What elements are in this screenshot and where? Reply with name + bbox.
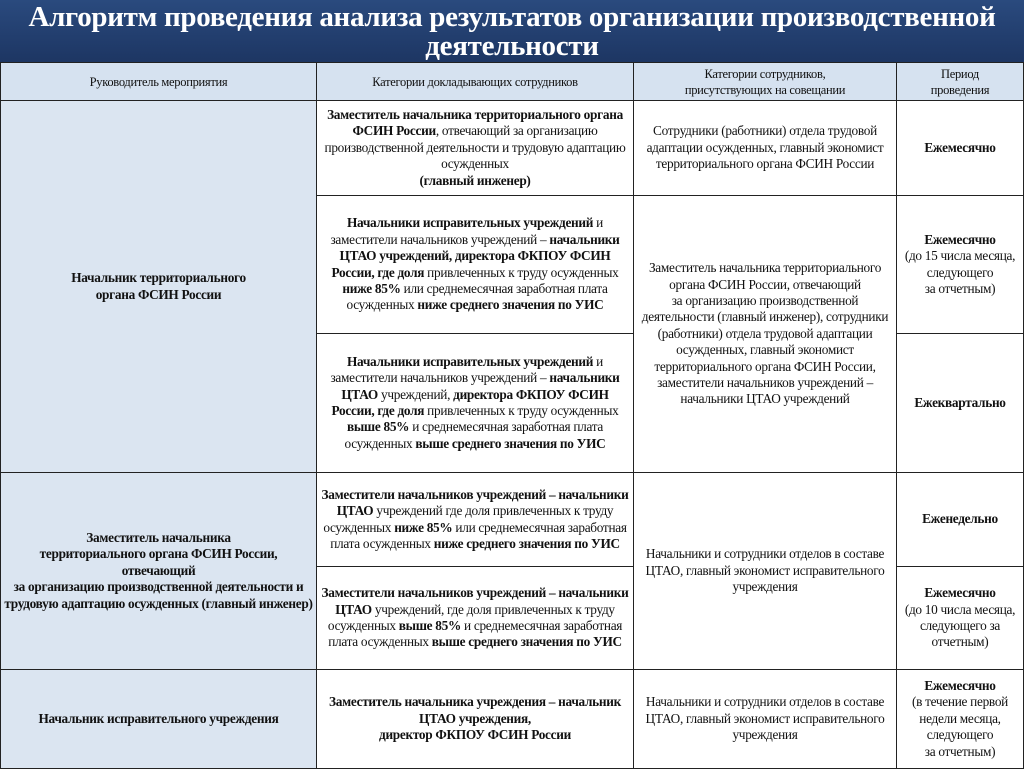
header-period: Период проведения — [896, 62, 1024, 101]
cell-text — [637, 546, 893, 595]
bold-text: Ежемесячно — [924, 585, 996, 601]
cell-text — [39, 711, 279, 727]
header-attendees: Категории сотрудников, присутствующих на совещании — [633, 62, 897, 101]
cell-reporting — [316, 333, 634, 473]
bold-text: начальники ЦТАО — [341, 370, 620, 402]
bold-text: Заместители начальников учреждений – начальники ЦТАО — [321, 486, 629, 519]
bold-text: выше среднего значения по УИС — [415, 435, 606, 451]
cell-period — [896, 566, 1024, 670]
cell-period — [896, 333, 1024, 473]
bold-text: (главный инженер) — [419, 172, 531, 188]
text: Начальники и сотрудники отделов в составе ЦТАО, главный экономист исправительного учреждения — [645, 694, 885, 743]
bold-text: Ежемесячно — [924, 677, 996, 693]
cell-text — [900, 678, 1020, 760]
cell-reporting — [316, 100, 634, 196]
bold-text: Ежемесячно — [924, 231, 996, 247]
text: Начальники и сотрудники отделов в составе ЦТАО, главный экономист исправительного учреждения — [645, 546, 885, 595]
text: или среднемесячная заработная плата осужденных — [330, 519, 627, 551]
bold-text: выше 85% — [346, 419, 410, 435]
cell-period — [896, 195, 1024, 334]
bold-text: Начальники исправительных учреждений — [347, 353, 594, 369]
cell-reporting — [316, 669, 634, 769]
bold-text: начальники ЦТАО учреждений, директора ФКПОУ ФСИН России, где доля — [331, 231, 620, 280]
cell-text — [320, 694, 630, 743]
cell-attendees — [633, 100, 897, 196]
cell-text — [637, 260, 893, 408]
cell-text — [320, 354, 630, 452]
cell-period — [896, 472, 1024, 567]
cell-text — [922, 511, 998, 527]
bold-text: Ежеквартально — [914, 394, 1006, 410]
text: и заместители начальников учреждений – — [330, 215, 603, 247]
text: Заместитель начальника территориального органа ФСИН России, отвечающий за организацию производственной деятельности (главный инженер), сотрудники (работники) отдела трудовой адаптации осужденных, главный экономист территориального органа ФСИН России, заместители начальников учреждений – начальники ЦТАО учреждений — [641, 260, 889, 407]
cell-text — [637, 694, 893, 743]
cell-text — [320, 107, 630, 189]
text: или среднемесячная заработная плата осужденных — [346, 280, 608, 313]
text: и среднемесячная заработная плата осужденных — [344, 419, 604, 451]
bold-text: директора ФКПОУ ФСИН России, где доля — [331, 386, 609, 418]
bold-text: выше 85% — [398, 618, 461, 633]
cell-text — [637, 123, 893, 172]
text: учреждений, где доля привлеченных к труду осужденных — [327, 601, 615, 633]
cell-attendees — [633, 472, 897, 670]
cell-reporting — [316, 566, 634, 670]
text: (до 15 числа месяца, следующего за отчетным) — [904, 248, 1016, 296]
bold-text: Заместитель начальника территориального органа ФСИН России, отвечающий за организацию производственной деятельности и трудовую адаптацию осужденных (главный инженер) — [4, 529, 313, 611]
bold-text: Заместители начальников учреждений – начальники ЦТАО — [321, 585, 629, 617]
cell-attendees — [633, 195, 897, 473]
cell-text — [4, 530, 313, 612]
text: (до 10 числа месяца, следующего за отчетным) — [904, 601, 1016, 650]
slide-title: Алгоритм проведения анализа результатов организации производственной деятельности — [0, 0, 1024, 62]
cell-period — [896, 100, 1024, 196]
cell-text — [900, 585, 1020, 651]
cell-text — [320, 487, 630, 553]
header-leader: Руководитель мероприятия — [0, 62, 317, 101]
text: (в течение первой недели месяца, следующего за отчетным) — [912, 694, 1008, 759]
cell-reporting — [316, 195, 634, 334]
bold-text: ниже 85% — [342, 280, 401, 296]
bold-text: Еженедельно — [922, 511, 998, 527]
text: учреждений где доля привлеченных к труду осужденных — [323, 503, 614, 535]
cell-text — [71, 270, 246, 303]
cell-text — [320, 585, 630, 651]
cell-text — [320, 215, 630, 313]
cell-period — [896, 669, 1024, 769]
bold-text: ниже 85% — [394, 519, 453, 535]
text: , отвечающий за организацию производственной деятельности и трудовую адаптацию осужденных — [324, 123, 626, 172]
text: привлеченных к труду осужденных — [424, 264, 619, 280]
text: привлеченных к труду осужденных — [424, 403, 619, 418]
cell-text — [924, 140, 995, 156]
bold-text: ниже среднего значения по УИС — [433, 535, 620, 551]
header-reporting: Категории докладывающих сотрудников — [316, 62, 634, 101]
cell-attendees — [633, 669, 897, 769]
text: учреждений, — [377, 386, 454, 402]
bold-text: Ежемесячно — [924, 139, 996, 155]
bold-text: Заместитель начальника учреждения – начальник ЦТАО учреждения, директор ФКПОУ ФСИН России — [329, 694, 621, 743]
bold-text: выше среднего значения по УИС — [431, 634, 622, 650]
cell-reporting — [316, 472, 634, 567]
bold-text: Заместитель начальника территориального органа ФСИН России — [327, 106, 623, 139]
text: и заместители начальников учреждений – — [330, 353, 603, 386]
text: Сотрудники (работники) отдела трудовой адаптации осужденных, главный экономист территориального органа ФСИН России — [646, 123, 884, 172]
bold-text: Начальник территориального органа ФСИН России — [71, 270, 246, 302]
cell-leader — [0, 100, 317, 473]
cell-leader — [0, 669, 317, 769]
cell-text — [905, 232, 1015, 298]
bold-text: ниже среднего значения по УИС — [417, 297, 604, 313]
cell-text — [914, 395, 1005, 411]
cell-leader — [0, 472, 317, 670]
text: и среднемесячная заработная плата осужденных — [328, 618, 623, 650]
bold-text: Начальники исправительных учреждений — [347, 215, 594, 231]
bold-text: Начальник исправительного учреждения — [38, 710, 279, 726]
